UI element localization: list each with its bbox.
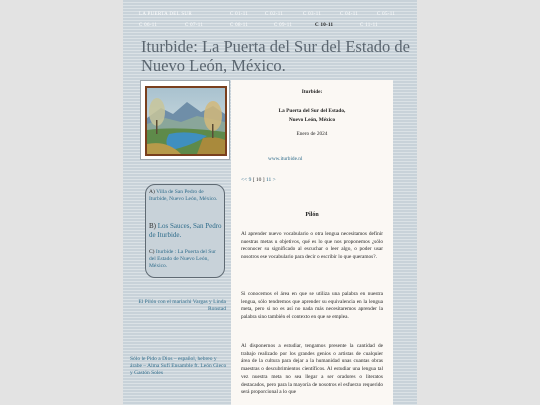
article-header-line1: Iturbide: [301,89,323,95]
landscape-painting [145,86,227,156]
chapter-link-b-label[interactable]: Los Sauces, San Pedro de Iturbide. [149,222,222,239]
nav-item-c02[interactable]: C 02-11 [265,12,284,17]
nav-item-c06[interactable]: C 06-11 [139,23,158,28]
nav-item-c01[interactable]: C 01-11 [230,12,249,17]
chapter-link-c-key: C) [149,249,155,255]
article-header-line2: La Puerta del Sur del Estado, [278,108,346,114]
music-link[interactable]: El Pilón con el mariachi Vargas y Linda Ronstad [138,299,226,312]
pager [241,177,276,183]
page-column [123,0,417,405]
nav-item-c03[interactable]: C 03-11 [303,12,322,17]
nav-item-c04[interactable]: C 04-11 [340,12,359,17]
site-link[interactable]: www.iturbide.nl [268,156,303,162]
chapter-link-a-key: A) [149,189,155,195]
nav-item-c10[interactable]: C 10-11 [315,23,334,28]
chapter-link-b[interactable] [149,222,223,240]
chapter-link-a-label[interactable]: Villa de San Pedro de Iturbide, Nuevo León, México. [149,189,218,202]
article-date: Enero de 2024 [296,131,328,137]
nav-item-c09[interactable]: C 09-11 [274,23,293,28]
chapter-link-c-label[interactable]: Iturbide : La Puerta del Sur del Estado de Nuevo León, México. [149,249,216,269]
chapter-links-box [145,184,225,278]
nav-item-c05[interactable]: C 05-11 [377,12,396,17]
section-title: Pilón [305,212,319,218]
article-header-line3: Nuevo León, México [288,117,336,123]
pager-next[interactable]: 11 > [266,177,276,183]
nav-item-home[interactable]: LA PUERTA DEL SUR [139,12,192,17]
chapter-link-b-key: B) [149,222,156,230]
nav-item-c11[interactable]: C 11-11 [360,23,378,28]
ensemble-link[interactable]: Sólo le Pido a Dios – español, hebreo y árabe – Alma Sufí Ensamble ft. León Gieco y Gastón Soles [130,356,227,376]
paragraph-3: Al disponernos a estudiar, tengamos presente la cantidad de trabajo realizado por los grandes genios o artistas de cualquier área de la cultura para dejar a la humanidad unas cuantas obras maestras o descubrimientos científicos. Al estudiar una lengua tal vez nuestra meta no sea llegar a ser oradores o literatos destacados, pero para la mayoría de nosotros el esfuerzo requerido será proporcional a lo que [241,343,383,396]
nav-item-c07[interactable]: C 07-11 [185,23,204,28]
chapter-link-a[interactable] [149,189,223,203]
pager-current: [ 10 ] [252,177,265,183]
nav-item-c08[interactable]: C 08-11 [230,23,249,28]
painting-frame [140,80,230,160]
chapter-link-c[interactable] [149,249,223,270]
site-title: Iturbide: La Puerta del Sur del Estado de Nuevo León, México. [141,37,410,75]
pager-prev[interactable]: << 9 [241,177,252,183]
paragraph-1: Al aprender nuevo vocabulario o otra lengua necesitamos definir nuestras metas u objetivos, qué es lo que nos proponemos ¿sólo reconocer su significado al escuchar o leer algo, o poder usar nosotros ese vocabulario para decir o escribir lo que queramos?. [241,231,383,261]
paragraph-2: Si conocemos el área en que se utiliza una palabra en nuestra lengua, sólo tendremos que aprender su equivalencia en la lengua meta, pero si no es así no nada más necesitaremos aprender la palabra sino también el contexto en que se emplea. [241,291,383,321]
article-content [231,80,393,405]
